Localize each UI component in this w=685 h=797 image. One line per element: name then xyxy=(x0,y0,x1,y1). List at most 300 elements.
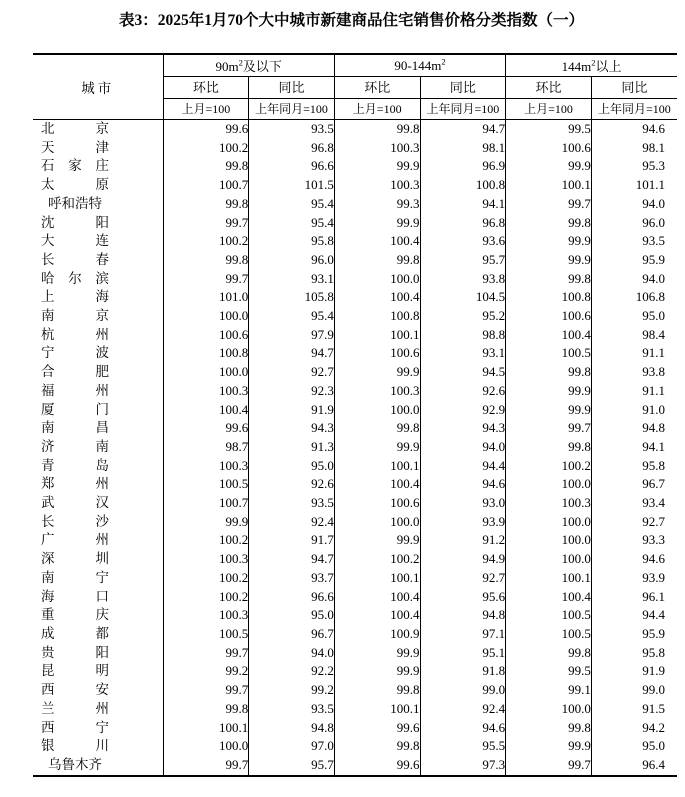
index-value-cell: 98.7 xyxy=(163,438,249,457)
city-name-cell xyxy=(33,176,163,195)
index-value-cell: 93.0 xyxy=(420,494,506,513)
city-name-cell xyxy=(33,363,163,382)
index-value-cell: 98.8 xyxy=(420,326,506,345)
city-name: 长沙 xyxy=(41,513,109,529)
city-name: 长春 xyxy=(41,251,109,267)
index-value-cell: 99.6 xyxy=(334,756,420,776)
city-name: 西安 xyxy=(41,682,109,698)
index-value-cell: 99.8 xyxy=(163,195,249,214)
index-value-cell: 96.8 xyxy=(249,139,335,158)
table-row xyxy=(33,475,677,494)
table-row xyxy=(33,401,677,420)
index-value-cell: 100.1 xyxy=(506,176,592,195)
city-name-cell xyxy=(33,719,163,738)
index-value-cell: 92.2 xyxy=(249,662,335,681)
city-name: 杭州 xyxy=(41,326,109,342)
index-value-cell: 99.5 xyxy=(506,120,592,139)
index-value-cell: 95.0 xyxy=(642,738,665,754)
city-name: 郑州 xyxy=(41,476,109,492)
city-name-cell xyxy=(33,214,163,233)
table-row xyxy=(33,700,677,719)
index-value-cell: 91.1 xyxy=(642,382,665,398)
index-value-cell: 94.0 xyxy=(642,195,665,211)
index-value-cell: 94.9 xyxy=(420,550,506,569)
index-value-cell: 96.1 xyxy=(642,588,665,604)
city-name: 南京 xyxy=(41,308,109,324)
unit-yoy-3: 上年同月=100 xyxy=(591,99,677,120)
index-value-cell: 92.6 xyxy=(249,475,335,494)
table-row xyxy=(33,737,677,756)
index-value-cell: 91.7 xyxy=(249,531,335,550)
index-value-cell: 91.0 xyxy=(642,401,665,417)
index-value-cell: 100.2 xyxy=(163,569,249,588)
index-value-cell: 101.0 xyxy=(163,288,249,307)
index-value-cell: 99.9 xyxy=(334,157,420,176)
index-value-cell: 92.6 xyxy=(420,382,506,401)
index-value-cell: 100.0 xyxy=(163,737,249,756)
city-name: 厦门 xyxy=(41,401,109,417)
index-value-cell: 100.3 xyxy=(163,457,249,476)
index-value-cell: 99.9 xyxy=(163,513,249,532)
index-value-cell: 94.4 xyxy=(420,457,506,476)
city-name-cell xyxy=(33,457,163,476)
subheader-yoy-3: 同比 xyxy=(591,77,677,99)
index-value-cell: 99.8 xyxy=(334,681,420,700)
index-value-cell: 97.3 xyxy=(420,756,506,776)
city-name-cell xyxy=(33,494,163,513)
index-value-cell: 100.2 xyxy=(163,588,249,607)
header-city: 城市 xyxy=(33,54,163,120)
table-row xyxy=(33,139,677,158)
index-value-cell: 93.7 xyxy=(249,569,335,588)
table-row xyxy=(33,288,677,307)
city-name: 银川 xyxy=(41,738,109,754)
index-value-cell: 99.8 xyxy=(334,737,420,756)
table-row xyxy=(33,326,677,345)
city-name: 兰州 xyxy=(41,700,109,716)
city-name-cell xyxy=(33,438,163,457)
header-group-144-and-above xyxy=(506,54,677,77)
index-value-cell: 94.3 xyxy=(420,419,506,438)
city-name: 南昌 xyxy=(41,420,109,436)
index-value-cell: 94.8 xyxy=(420,606,506,625)
index-value-cell: 99.9 xyxy=(334,438,420,457)
index-value-cell: 100.5 xyxy=(506,606,592,625)
index-value-cell: 100.3 xyxy=(506,494,592,513)
index-value-cell: 96.0 xyxy=(642,214,665,230)
index-value-cell: 94.1 xyxy=(420,195,506,214)
table-row xyxy=(33,606,677,625)
city-name-cell xyxy=(33,139,163,158)
index-value-cell: 93.5 xyxy=(642,233,665,249)
index-value-cell: 100.0 xyxy=(334,270,420,289)
index-value-cell: 93.9 xyxy=(420,513,506,532)
index-value-cell: 100.4 xyxy=(334,288,420,307)
index-value-cell: 93.9 xyxy=(642,569,665,585)
index-value-cell: 100.4 xyxy=(163,401,249,420)
city-name: 贵阳 xyxy=(41,644,109,660)
unit-mom-1: 上月=100 xyxy=(163,99,249,120)
index-value-cell: 100.9 xyxy=(334,625,420,644)
index-value-cell: 94.0 xyxy=(249,644,335,663)
index-value-cell: 95.0 xyxy=(249,457,335,476)
index-value-cell: 100.5 xyxy=(163,475,249,494)
index-value-cell: 91.8 xyxy=(420,662,506,681)
index-value-cell: 100.0 xyxy=(506,475,592,494)
city-name-cell xyxy=(33,419,163,438)
index-value-cell: 96.7 xyxy=(249,625,335,644)
index-value-cell: 100.3 xyxy=(163,606,249,625)
city-name-cell xyxy=(33,401,163,420)
index-value-cell: 92.3 xyxy=(249,382,335,401)
subheader-yoy-2: 同比 xyxy=(420,77,506,99)
index-value-cell: 99.9 xyxy=(506,251,592,270)
city-name: 深圳 xyxy=(41,551,109,567)
index-value-cell: 99.9 xyxy=(506,382,592,401)
index-value-cell: 99.9 xyxy=(334,363,420,382)
index-value-cell: 94.4 xyxy=(642,607,665,623)
index-value-cell: 95.4 xyxy=(249,307,335,326)
index-value-cell: 92.7 xyxy=(420,569,506,588)
index-value-cell: 99.7 xyxy=(506,756,592,776)
header-group-90-144 xyxy=(334,54,505,77)
index-value-cell: 99.8 xyxy=(163,700,249,719)
index-value-cell: 99.7 xyxy=(163,270,249,289)
city-name-cell xyxy=(33,513,163,532)
index-value-cell: 97.0 xyxy=(249,737,335,756)
index-value-cell: 94.6 xyxy=(642,551,665,567)
city-name: 济南 xyxy=(41,438,109,454)
index-value-cell: 100.3 xyxy=(163,382,249,401)
index-value-cell: 99.7 xyxy=(163,681,249,700)
index-value-cell: 95.4 xyxy=(249,214,335,233)
index-value-cell: 101.1 xyxy=(635,177,665,193)
index-value-cell: 93.5 xyxy=(249,494,335,513)
index-value-cell: 91.3 xyxy=(249,438,335,457)
table-row xyxy=(33,662,677,681)
index-value-cell: 99.0 xyxy=(420,681,506,700)
index-value-cell: 99.2 xyxy=(249,681,335,700)
table-row xyxy=(33,363,677,382)
index-value-cell: 99.9 xyxy=(334,531,420,550)
index-value-cell: 99.5 xyxy=(506,662,592,681)
table-container xyxy=(0,53,685,777)
table-row xyxy=(33,157,677,176)
city-name-cell xyxy=(33,606,163,625)
table-row xyxy=(33,494,677,513)
unit-yoy-2: 上年同月=100 xyxy=(420,99,506,120)
index-value-cell: 100.3 xyxy=(334,382,420,401)
index-value-cell: 99.1 xyxy=(506,681,592,700)
unit-mom-2: 上月=100 xyxy=(334,99,420,120)
city-name-cell xyxy=(33,644,163,663)
index-value-cell: 100.5 xyxy=(506,625,592,644)
table-row xyxy=(33,513,677,532)
index-value-cell: 95.3 xyxy=(642,158,665,174)
index-value-cell: 99.8 xyxy=(163,157,249,176)
index-value-cell: 95.8 xyxy=(642,644,665,660)
index-value-cell: 94.3 xyxy=(249,419,335,438)
index-value-cell: 95.7 xyxy=(420,251,506,270)
table-row xyxy=(33,756,677,776)
index-value-cell: 100.6 xyxy=(334,494,420,513)
index-value-cell: 95.9 xyxy=(642,251,665,267)
table-row xyxy=(33,438,677,457)
index-value-cell: 99.3 xyxy=(334,195,420,214)
index-value-cell: 100.3 xyxy=(334,176,420,195)
index-value-cell: 93.4 xyxy=(642,495,665,511)
index-value-cell: 95.8 xyxy=(249,232,335,251)
table-body xyxy=(33,120,677,776)
table-row xyxy=(33,550,677,569)
subheader-yoy-1: 同比 xyxy=(249,77,335,99)
city-name: 太原 xyxy=(41,177,109,193)
group-label-superscript: 2 xyxy=(238,57,243,68)
table-row xyxy=(33,344,677,363)
city-name-cell xyxy=(33,344,163,363)
index-value-cell: 99.7 xyxy=(163,644,249,663)
index-value-cell: 100.2 xyxy=(163,531,249,550)
index-value-cell: 100.8 xyxy=(420,176,506,195)
header-group-90-and-below xyxy=(163,54,334,77)
index-value-cell: 95.0 xyxy=(642,308,665,324)
index-value-cell: 100.3 xyxy=(334,139,420,158)
index-value-cell: 99.9 xyxy=(506,401,592,420)
index-value-cell: 100.4 xyxy=(334,232,420,251)
index-value-cell: 99.6 xyxy=(334,719,420,738)
index-value-cell: 99.8 xyxy=(506,644,592,663)
group-label-main: 90m xyxy=(215,59,239,74)
index-value-cell: 98.1 xyxy=(642,139,665,155)
index-value-cell: 100.6 xyxy=(334,344,420,363)
index-value-cell: 100.6 xyxy=(506,307,592,326)
index-value-cell: 99.8 xyxy=(334,251,420,270)
table-row xyxy=(33,719,677,738)
index-value-cell: 98.4 xyxy=(642,326,665,342)
index-value-cell: 100.2 xyxy=(163,139,249,158)
group-label-main: 144m xyxy=(561,59,592,74)
index-value-cell: 99.9 xyxy=(334,662,420,681)
index-value-cell: 99.7 xyxy=(163,756,249,776)
index-value-cell: 92.7 xyxy=(249,363,335,382)
city-name-cell xyxy=(33,307,163,326)
city-name: 沈阳 xyxy=(41,214,109,230)
city-name-cell xyxy=(33,382,163,401)
index-value-cell: 100.1 xyxy=(334,457,420,476)
index-value-cell: 100.1 xyxy=(334,700,420,719)
index-value-cell: 94.6 xyxy=(420,719,506,738)
index-value-cell: 99.8 xyxy=(506,719,592,738)
table-row xyxy=(33,569,677,588)
index-value-cell: 91.9 xyxy=(642,663,665,679)
index-value-cell: 100.2 xyxy=(163,232,249,251)
index-value-cell: 99.7 xyxy=(506,195,592,214)
index-value-cell: 99.8 xyxy=(506,214,592,233)
index-value-cell: 100.7 xyxy=(163,176,249,195)
index-value-cell: 97.1 xyxy=(420,625,506,644)
index-value-cell: 99.7 xyxy=(506,419,592,438)
city-name: 武汉 xyxy=(41,495,109,511)
city-name-cell xyxy=(33,120,163,139)
index-value-cell: 100.6 xyxy=(506,139,592,158)
price-index-table xyxy=(33,53,677,777)
city-name-cell xyxy=(33,625,163,644)
index-value-cell: 99.8 xyxy=(334,419,420,438)
index-value-cell: 93.8 xyxy=(420,270,506,289)
index-value-cell: 99.8 xyxy=(334,120,420,139)
index-value-cell: 93.8 xyxy=(642,364,665,380)
index-value-cell: 93.6 xyxy=(420,232,506,251)
table-row xyxy=(33,214,677,233)
city-name-cell xyxy=(33,475,163,494)
city-name-cell xyxy=(33,700,163,719)
index-value-cell: 93.3 xyxy=(642,532,665,548)
index-value-cell: 98.1 xyxy=(420,139,506,158)
table-row xyxy=(33,457,677,476)
index-value-cell: 95.6 xyxy=(420,588,506,607)
index-value-cell: 96.4 xyxy=(591,756,677,776)
city-name-cell xyxy=(33,756,163,776)
group-label-superscript: 2 xyxy=(591,57,596,68)
index-value-cell: 94.6 xyxy=(642,121,665,136)
city-name: 北京 xyxy=(41,121,109,136)
index-value-cell: 100.0 xyxy=(163,307,249,326)
index-value-cell: 100.4 xyxy=(334,588,420,607)
index-value-cell: 95.5 xyxy=(420,737,506,756)
index-value-cell: 94.7 xyxy=(420,120,506,139)
index-value-cell: 96.6 xyxy=(249,157,335,176)
index-value-cell: 100.3 xyxy=(163,550,249,569)
index-value-cell: 100.5 xyxy=(163,625,249,644)
table-row xyxy=(33,681,677,700)
index-value-cell: 99.8 xyxy=(506,363,592,382)
city-name: 石家庄 xyxy=(41,158,109,174)
index-value-cell: 94.7 xyxy=(249,550,335,569)
index-value-cell: 95.2 xyxy=(420,307,506,326)
index-value-cell: 99.8 xyxy=(506,270,592,289)
index-value-cell: 92.9 xyxy=(420,401,506,420)
index-value-cell: 99.8 xyxy=(506,438,592,457)
index-value-cell: 91.5 xyxy=(642,700,665,716)
subheader-mom-3: 环比 xyxy=(506,77,592,99)
city-name: 青岛 xyxy=(41,457,109,473)
city-name: 呼和浩特 xyxy=(48,195,102,211)
index-value-cell: 95.0 xyxy=(249,606,335,625)
city-name-cell xyxy=(33,288,163,307)
subheader-mom-2: 环比 xyxy=(334,77,420,99)
index-value-cell: 100.0 xyxy=(506,700,592,719)
index-value-cell: 93.5 xyxy=(249,120,335,139)
table-row xyxy=(33,588,677,607)
index-value-cell: 100.0 xyxy=(334,401,420,420)
city-name: 哈尔滨 xyxy=(41,270,109,286)
index-value-cell: 94.0 xyxy=(420,438,506,457)
index-value-cell: 100.8 xyxy=(163,344,249,363)
city-name-cell xyxy=(33,157,163,176)
index-value-cell: 100.8 xyxy=(506,288,592,307)
index-value-cell: 100.0 xyxy=(334,513,420,532)
group-label-tail: 以上 xyxy=(595,59,622,74)
header-row-groups xyxy=(33,54,677,77)
index-value-cell: 95.9 xyxy=(642,625,665,641)
table-row xyxy=(33,382,677,401)
index-value-cell: 100.1 xyxy=(506,569,592,588)
table-row xyxy=(33,531,677,550)
index-value-cell: 94.2 xyxy=(642,719,665,735)
index-value-cell: 93.1 xyxy=(249,270,335,289)
city-name: 南宁 xyxy=(41,569,109,585)
city-name-cell xyxy=(33,681,163,700)
index-value-cell: 92.7 xyxy=(642,513,665,529)
index-value-cell: 99.9 xyxy=(334,214,420,233)
city-name: 福州 xyxy=(41,382,109,398)
index-value-cell: 100.4 xyxy=(506,588,592,607)
index-value-cell: 104.5 xyxy=(420,288,506,307)
city-name: 昆明 xyxy=(41,663,109,679)
city-name-cell xyxy=(33,550,163,569)
index-value-cell: 100.0 xyxy=(163,363,249,382)
city-name: 大连 xyxy=(41,233,109,249)
index-value-cell: 100.4 xyxy=(334,475,420,494)
index-value-cell: 99.7 xyxy=(163,214,249,233)
index-value-cell: 95.8 xyxy=(642,457,665,473)
index-value-cell: 100.0 xyxy=(506,531,592,550)
table-row xyxy=(33,270,677,289)
index-value-cell: 101.5 xyxy=(249,176,335,195)
unit-mom-3: 上月=100 xyxy=(506,99,592,120)
city-name-cell xyxy=(33,195,163,214)
index-value-cell: 105.8 xyxy=(249,288,335,307)
index-value-cell: 100.1 xyxy=(163,719,249,738)
city-name-cell xyxy=(33,251,163,270)
city-name: 重庆 xyxy=(41,607,109,623)
index-value-cell: 96.0 xyxy=(249,251,335,270)
city-name: 海口 xyxy=(41,588,109,604)
city-name-cell xyxy=(33,232,163,251)
index-value-cell: 91.2 xyxy=(420,531,506,550)
index-value-cell: 94.0 xyxy=(642,270,665,286)
city-name-cell xyxy=(33,531,163,550)
city-name: 成都 xyxy=(41,625,109,641)
unit-yoy-1: 上年同月=100 xyxy=(249,99,335,120)
index-value-cell: 95.7 xyxy=(249,756,335,776)
index-value-cell: 100.1 xyxy=(334,569,420,588)
index-value-cell: 100.6 xyxy=(163,326,249,345)
index-value-cell: 93.1 xyxy=(420,344,506,363)
index-value-cell: 100.7 xyxy=(163,494,249,513)
index-value-cell: 100.5 xyxy=(506,344,592,363)
index-value-cell: 100.2 xyxy=(334,550,420,569)
city-name: 上海 xyxy=(41,289,109,305)
index-value-cell: 100.0 xyxy=(506,550,592,569)
index-value-cell: 96.8 xyxy=(420,214,506,233)
index-value-cell: 99.2 xyxy=(163,662,249,681)
city-name-cell xyxy=(33,662,163,681)
index-value-cell: 95.1 xyxy=(420,644,506,663)
index-value-cell: 93.5 xyxy=(249,700,335,719)
subheader-mom-1: 环比 xyxy=(163,77,249,99)
table-row xyxy=(33,120,677,139)
index-value-cell: 100.4 xyxy=(334,606,420,625)
index-value-cell: 92.4 xyxy=(420,700,506,719)
city-name: 合肥 xyxy=(41,364,109,380)
group-label-main: 90-144m xyxy=(394,57,442,73)
index-value-cell: 94.5 xyxy=(420,363,506,382)
index-value-cell: 99.9 xyxy=(506,232,592,251)
index-value-cell: 94.6 xyxy=(420,475,506,494)
index-value-cell: 97.9 xyxy=(249,326,335,345)
index-value-cell: 95.4 xyxy=(249,195,335,214)
